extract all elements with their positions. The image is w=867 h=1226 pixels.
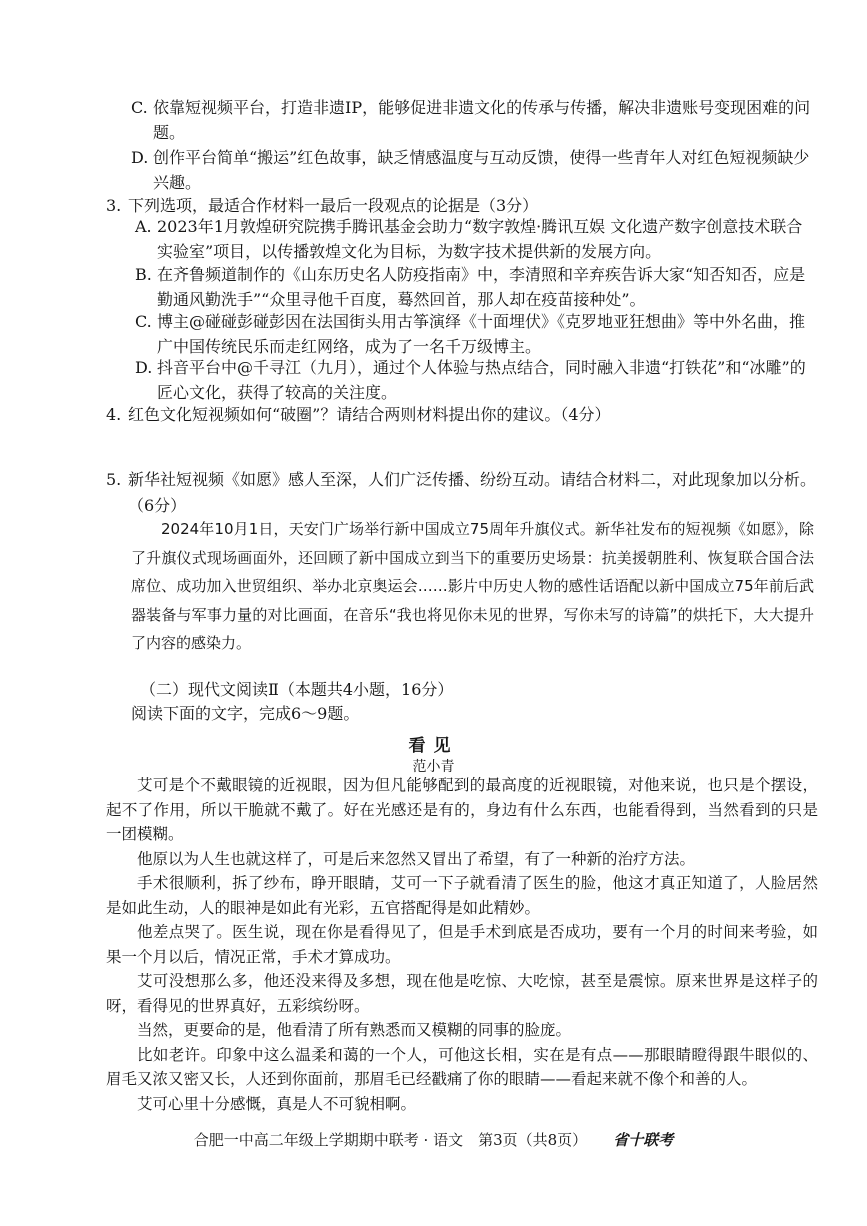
footer-text: 合肥一中高二年级上学期期中联考 · 语文 第3页（共8页） bbox=[193, 1131, 588, 1149]
story-paragraph: 当然，更要命的是，他看清了所有熟悉而又模糊的同事的脸庞。 bbox=[137, 1021, 572, 1039]
option-text: 2023年1月敦煌研究院携手腾讯基金会助力“数字敦煌·腾讯互娱 文化遗产数字创意技术联合实验室”项目，以传播敦煌文化为目标，为数字技术提供新的发展方向。 bbox=[157, 217, 803, 261]
material-passage bbox=[131, 515, 814, 658]
story-paragraph: 艾可心里十分感慨，真是人不可貌相啊。 bbox=[137, 1094, 417, 1113]
q3-option-a bbox=[135, 214, 817, 264]
option-label: B. bbox=[135, 265, 152, 284]
section-instruction: 阅读下面的文字，完成6～9题。 bbox=[131, 704, 360, 723]
option-label: D. bbox=[131, 148, 149, 167]
exam-tag: 省十联考 bbox=[613, 1131, 674, 1149]
story-paragraph: 艾可没想那么多，他还没来得及多想，现在他是吃惊、大吃惊，甚至是震惊。原来世界是这样子的呀，看得见的世界真好，五彩缤纷呀。 bbox=[106, 972, 818, 1015]
option-text: 创作平台简单“搬运”红色故事，缺乏情感温度与互动反馈，使得一些青年人对红色短视频缺少兴趣。 bbox=[153, 148, 810, 192]
question-text: 红色文化短视频如何“破圈”？请结合两则材料提出你的建议。（4分） bbox=[128, 405, 611, 424]
question-text: 新华社短视频《如愿》感人至深，人们广泛传播、纷纷互动。请结合材料二，对此现象加以分析。（6分） bbox=[128, 470, 817, 515]
story-author: 范小青 bbox=[412, 759, 455, 775]
question-number: 3. bbox=[106, 196, 122, 215]
q2-option-c bbox=[131, 95, 817, 145]
option-text: 抖音平台中@千寻江（九月），通过个人体验与热点结合，同时融入非遗“打铁花”和“冰雕”的匠心文化，获得了较高的关注度。 bbox=[157, 358, 806, 402]
option-label: C. bbox=[135, 312, 152, 331]
q3-option-c bbox=[135, 309, 817, 359]
story-paragraph: 手术很顺利，拆了纱布，睁开眼睛，艾可一下子就看清了医生的脸，他这才真正知道了，人脸居然是如此生动，人的眼神是如此有光彩，五官搭配得是如此精妙。 bbox=[106, 874, 818, 917]
option-text: 博主@碰碰彭碰彭因在法国街头用古筝演绎《十面埋伏》《克罗地亚狂想曲》等中外名曲，推广中国传统民乐而走红网络，成为了一名千万级博主。 bbox=[157, 312, 806, 356]
story-paragraph: 艾可是个不戴眼镜的近视眼，因为但凡能够配到的最高度的近视眼镜，对他来说，也只是个摆设，起不了作用，所以干脆就不戴了。好在光感还是有的，身边有什么东西，也能看得到，当然看到的只是一团模糊。 bbox=[106, 776, 818, 843]
story-body bbox=[106, 773, 818, 1116]
option-label: A. bbox=[135, 217, 152, 236]
option-text: 依靠短视频平台，打造非遗IP，能够促进非遗文化的传承与传播，解决非遗账号变现困难的问题。 bbox=[153, 98, 811, 142]
option-text: 在齐鲁频道制作的《山东历史名人防疫指南》中，李清照和辛弃疾告诉大家“知否知否，应是勤通风勤洗手”“众里寻他千百度，蓦然回首，那人却在疫苗接种处”。 bbox=[157, 265, 806, 309]
page-footer bbox=[0, 1129, 867, 1150]
option-label: D. bbox=[135, 358, 153, 377]
section-heading: （二）现代文阅读Ⅱ（本题共4小题，16分） bbox=[140, 680, 454, 699]
question-number: 5. bbox=[106, 470, 122, 489]
q2-option-d bbox=[131, 145, 817, 195]
q3-option-b bbox=[135, 262, 817, 312]
question-5 bbox=[106, 467, 817, 519]
q3-option-d bbox=[135, 355, 817, 405]
story-paragraph: 比如老许。印象中这么温柔和蔼的一个人，可他这长相，实在是有点——那眼睛瞪得跟牛眼似的、眉毛又浓又密又长，人还到你面前，那眉毛已经戳痛了你的眼睛——看起来就不像个和善的人。 bbox=[106, 1045, 818, 1088]
question-number: 4. bbox=[106, 405, 122, 424]
question-4 bbox=[106, 402, 817, 428]
option-label: C. bbox=[131, 98, 148, 117]
question-stem: 下列选项，最适合作材料一最后一段观点的论据是（3分） bbox=[128, 196, 539, 215]
story-title: 看见 bbox=[408, 736, 459, 756]
material-paragraph: 2024年10月1日，天安门广场举行新中国成立75周年升旗仪式。新华社发布的短视频《如愿》，除了升旗仪式现场画面外，还回顾了新中国成立到当下的重要历史场景：抗美援朝胜利、恢复联合国合法席位、成功加入世贸组织、举办北京奥运会……影片中历史人物的感性话语配以新中国成立75年前后武器装备与军事力量的对比画面，在音乐“我也将见你未见的世界，写你未写的诗篇”的烘托下，大大提升了内容的感染力。 bbox=[131, 520, 814, 652]
story-paragraph: 他原以为人生也就这样了，可是后来忽然又冒出了希望，有了一种新的治疗方法。 bbox=[137, 849, 696, 868]
story-paragraph: 他差点哭了。医生说，现在你是看得见了，但是手术到底是否成功，要有一个月的时间来考验，如果一个月以后，情况正常，手术才算成功。 bbox=[106, 923, 818, 966]
